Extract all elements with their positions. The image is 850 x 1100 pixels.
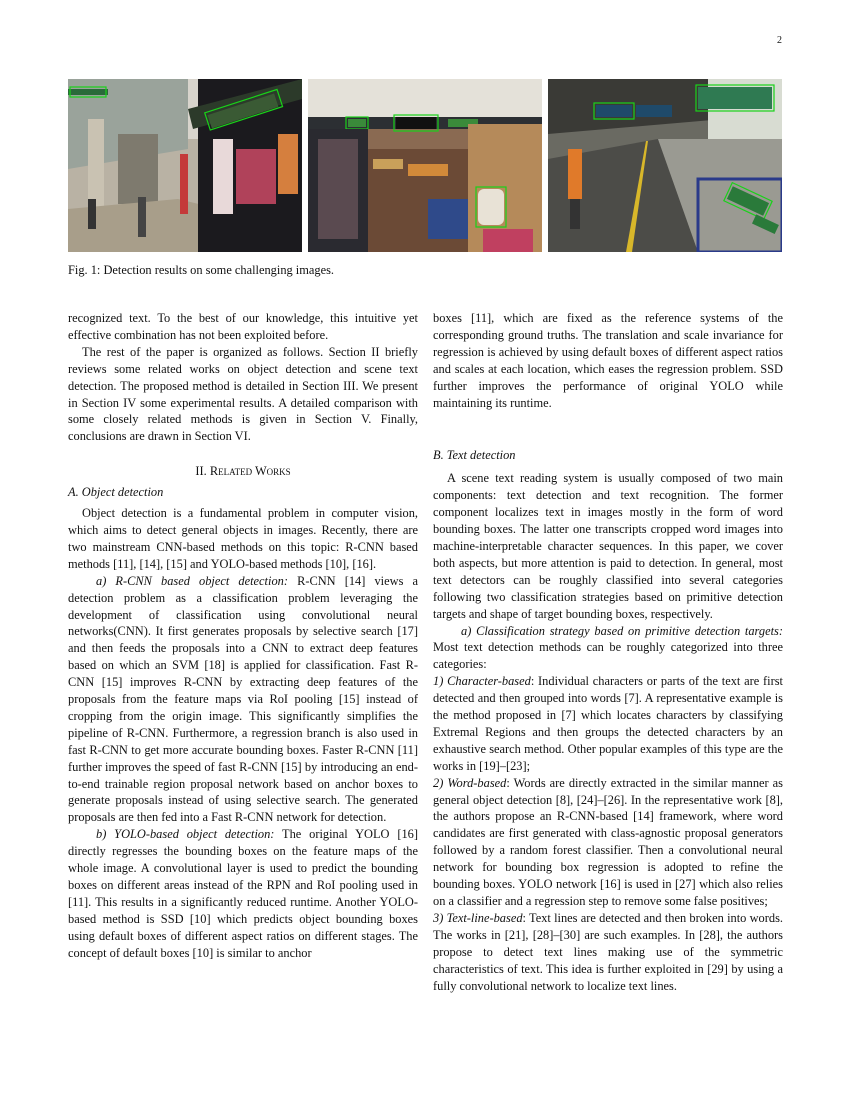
paragraph-heading: 2) Word-based: [433, 775, 507, 790]
paragraph-body: : Words are directly extracted in the similar manner as general object detection [8], [24]–[26]. In the representative work [8], the authors propose an R-CNN-based [14] framework, where word candidates are first generated with class-agnostic proposal generators followed by a random forest classifier. Then a convolutional neural network for bounding box regression is adopted to refine the bounding boxes. YOLO network [16] is used in [27] which also relies on a classifier and a regression step to remove some false positives;: [433, 775, 784, 908]
subsection-heading: B. Text detection: [433, 448, 516, 463]
figure-1: [68, 79, 782, 252]
figure-image-mall: [68, 79, 302, 252]
paragraph: [68, 573, 418, 827]
subsection-heading: A. Object detection: [68, 485, 164, 500]
page-number: 2: [777, 35, 782, 46]
paragraph-body: : Individual characters or parts of the text are first detected and then grouped into words [7]. A representative example is the method proposed in [7] which locates characters by classifying Extremal Regions and then groups the detected characters by an exhaustive search method. Other popular examples of this type are the works in [19]–[23];: [433, 674, 783, 773]
paragraph: Object detection is a fundamental problem in computer vision, which aims to detect general objects in images. Recently, there are two mainstream CNN-based methods on this topic: R-CNN based methods [11], [14], [15] and YOLO-based methods [10], [16].: [68, 506, 418, 571]
paragraph-heading: a) Classification strategy based on primitive detection targets:: [461, 623, 783, 638]
section-heading: [68, 463, 418, 480]
paragraph-heading: a) R-CNN based object detection:: [96, 573, 288, 588]
paragraph: [433, 623, 783, 674]
paragraph: [433, 673, 783, 774]
paragraph: [433, 910, 783, 995]
paragraph-heading: 1) Character-based: [433, 674, 531, 689]
paragraph: A scene text reading system is usually composed of two main components: text detection and text recognition. The former component localizes text in images mostly in the form of word bounding boxes. The latter one transcripts cropped word images into machine-interpretable character sequences. In this paper, we cover both aspects, but more attention is paid to detection. In general, most text detectors can be roughly classified into several categories following two classification strategies based on primitive detection targets and shape of target bounding boxes, respectively.: [433, 471, 783, 621]
section-number: II.: [195, 464, 207, 479]
figure-image-terminal: [548, 79, 782, 252]
paragraph-heading: b) YOLO-based object detection:: [96, 827, 275, 842]
paragraph-body: Most text detection methods can be roughly categorized into three categories:: [433, 640, 783, 672]
paragraph: boxes [11], which are fixed as the reference systems of the corresponding ground truths. The translation and scale invariance for regression is achieved by using default boxes of different aspect ratios and scales at each location, which eases the regression problem. SSD further improves the performance of original YOLO while maintaining its runtime.: [433, 311, 783, 410]
paragraph: recognized text. To the best of our knowledge, this intuitive yet effective combination has not been exploited before.: [68, 311, 418, 342]
paragraph: The rest of the paper is organized as follows. Section II briefly reviews some related works on object detection and scene text detection. The proposed method is detailed in Section III. We present in Section IV some experimental results. A detailed comparison with some closely related methods is given in Section V. Finally, conclusions are drawn in Section VI.: [68, 344, 418, 444]
paragraph-body: R-CNN [14] views a detection problem as a classification problem leveraging the development of classification using convolutional neural networks(CNN). It first generates proposals by selective search [17] and then feeds the proposals into a CNN to extract deep features based on which an SVM [18] is applied for classification. Fast R-CNN [15] improves R-CNN by extracting deep features of the proposals from the feature maps via RoI pooling [15] instead of cropping from the origin image. This significantly simplifies the pipeline of R-CNN. Furthermore, a regression branch is also used in fast R-CNN to get more accurate bounding boxes. Faster R-CNN [11] further improves the speed of fast R-CNN [15] by introducing an end-to-end trainable region proposal network based on anchor boxes to generate proposals instead of using selective search. The generated proposals are then fed into a Fast R-CNN network for detection.: [68, 573, 418, 825]
left-column: [68, 310, 418, 962]
right-column: [433, 310, 783, 994]
paragraph-heading: 3) Text-line-based: [433, 910, 523, 925]
paragraph: [68, 826, 418, 961]
paragraph-body: The original YOLO [16] directly regresses the bounding boxes on the feature maps of the whole image. A convolutional layer is used to predict the bounding boxes on different areas instead of the RPN and RoI pooling used in [11]. This results in a significantly reduced runtime. Another YOLO-based method is SSD [10] which predicts object bounding boxes using default boxes of different aspect ratios on different stages. The concept of default boxes [10] is similar to anchor: [68, 827, 418, 960]
figure-image-store: [308, 79, 542, 252]
paragraph: [433, 775, 783, 910]
figure-caption: Fig. 1: Detection results on some challenging images.: [68, 263, 335, 277]
paragraph-body: : Text lines are detected and then broken into words. The works in [21], [28]–[30] are such examples. In [28], the authors propose to detect text lines making use of the symmetric characteristics of text. This idea is further exploited in [29] by using a fully convolutional network to localize text lines.: [433, 910, 783, 993]
section-title: Related Works: [209, 464, 291, 479]
